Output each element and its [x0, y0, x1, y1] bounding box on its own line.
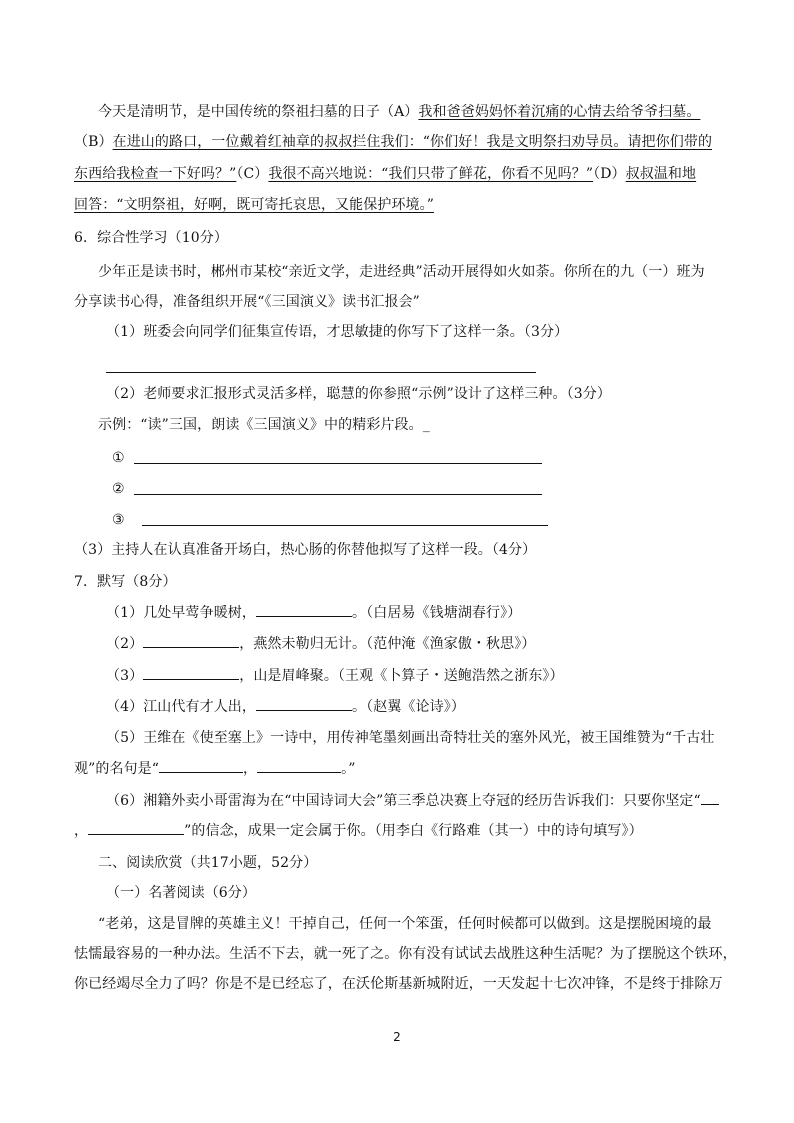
q7-text: ，山是眉峰聚。（王观《卜算子・送鲍浩然之浙东》） [239, 668, 564, 684]
label-c: （C） [236, 166, 269, 182]
q6-item-3-label: ③ [112, 512, 125, 528]
passage-line-1 [98, 102, 700, 122]
q7-item-3 [106, 665, 564, 686]
q7-text: （2） [106, 636, 144, 652]
q7-item-5-line-1: （5）王维在《使至塞上》一诗中，用传神笔墨刻画出奇特壮关的塞外风光，被王国维赞为“千古壮 [106, 730, 715, 746]
q7-title: 7．默写（8分） [74, 574, 177, 590]
passage-text: 今天是清明节，是中国传统的祭祖扫墓的日子（A） [98, 104, 419, 120]
q6-sub-3: （3）主持人在认真准备开场白，热心肠的你替他拟写了这样一段。（4分） [74, 542, 537, 558]
q7-item-4 [106, 696, 465, 717]
q7-blank-1[interactable] [256, 602, 352, 617]
q7-blank-5a[interactable] [159, 758, 243, 773]
q6-item-2-label: ② [112, 481, 125, 497]
q7-text: ， [243, 761, 258, 777]
q7-text: 。（赵翼《论诗》） [352, 699, 465, 715]
q6-item-2-line[interactable] [134, 494, 542, 495]
sentence-a: 我和爸爸妈妈怀着沉痛的心情去给爷爷扫墓。 [418, 104, 701, 120]
q7-blank-3[interactable] [143, 665, 239, 680]
q7-blank-6b[interactable] [88, 820, 184, 835]
sentence-c: 我很不高兴地说：“我们只带了鲜花，你看不见吗？” [268, 166, 594, 182]
page-number: 2 [393, 1030, 401, 1044]
q7-blank-4[interactable] [256, 696, 352, 711]
q7-text: （3） [106, 668, 144, 684]
q6-item-3-line[interactable] [142, 525, 548, 526]
q7-item-1 [106, 602, 521, 623]
label-d: （D） [593, 166, 626, 182]
q7-text: ，燕然未勒归无计。（范仲淹《渔家傲・秋思》） [239, 636, 536, 652]
q6-sub-2: （2）老师要求汇报形式灵活多样，聪慧的你参照“示例”设计了这样三种。（3分） [106, 386, 611, 402]
q7-text: ”的信念，成果一定会属于你。（用李白《行路难（其一）中的诗句填写》） [184, 823, 643, 839]
reading-line-1: “老弟，这是冒牌的英雄主义！干掉自己，任何一个笨蛋，任何时候都可以做到。这是摆脱困境的最 [98, 916, 712, 932]
q7-text: （4）江山代有才人出， [106, 699, 257, 715]
q7-item-2 [106, 633, 535, 654]
section-2-title: 二、阅读欣赏（共17小题，52分） [98, 855, 318, 871]
q6-item-1-line[interactable] [134, 463, 542, 464]
section-2-subtitle: （一）名著阅读（6分） [106, 885, 257, 901]
q6-title: 6．综合性学习（10分） [74, 230, 228, 246]
q6-example: 示例：“读”三国，朗读《三国演义》中的精彩片段。_ [98, 417, 430, 433]
label-b: （B） [74, 134, 113, 150]
reading-line-2: 怯懦最容易的一种办法。生活不下去，就一死了之。你有没有试试去战胜这种生活呢？为了摆脱这个铁环， [74, 946, 737, 962]
q7-blank-6a[interactable] [701, 790, 719, 805]
q7-text: ， [74, 823, 89, 839]
sentence-d: 叔叔温和地 [625, 166, 697, 182]
q6-answer-line-1[interactable] [106, 372, 536, 373]
q7-text: （1）几处早莺争暖树， [106, 605, 257, 621]
q7-blank-2[interactable] [143, 633, 239, 648]
q7-text: 。” [341, 761, 356, 777]
passage-line-4 [74, 195, 434, 215]
q7-text: 。（白居易《钱塘湖春行》） [352, 605, 522, 621]
q7-text: 观”的名句是“ [74, 761, 160, 777]
sentence-b: 在进山的路口，一位戴着红袖章的叔叔拦住我们：“你们好！我是文明祭扫劝导员。请把你们带的 [112, 134, 713, 150]
passage-line-3 [74, 164, 696, 184]
reading-line-3: 你已经竭尽全力了吗？你是不是已经忘了，在沃伦斯基新城附近，一天发起十七次冲锋，不是终于排除万 [74, 976, 723, 992]
passage-line-2 [74, 132, 712, 152]
q6-sub-1: （1）班委会向同学们征集宣传语，才思敏捷的你写下了这样一条。（3分） [106, 324, 569, 340]
q6-intro-1: 少年正是读书时，郴州市某校“亲近文学，走进经典”活动开展得如火如荼。你所在的九（一）班为 [98, 264, 705, 280]
q6-item-1-label: ① [112, 450, 125, 466]
q7-item-5-line-2 [74, 758, 355, 779]
q6-intro-2: 分享读书心得，准备组织开展“《三国演义》读书汇报会” [74, 294, 420, 310]
q7-blank-5b[interactable] [257, 758, 341, 773]
sentence-d-cont: 回答：“文明祭祖，好啊，既可寄托哀思，又能保护环境。” [74, 197, 435, 213]
sentence-b-cont: 东西给我检查一下好吗？” [74, 166, 237, 182]
q7-text: （6）湘籍外卖小哥雷海为在“中国诗词大会”第三季总决赛上夺冠的经历告诉我们：只要你坚定“ [106, 793, 701, 809]
q7-item-6-line-2 [74, 820, 643, 841]
q7-item-6-line-1 [106, 790, 719, 811]
